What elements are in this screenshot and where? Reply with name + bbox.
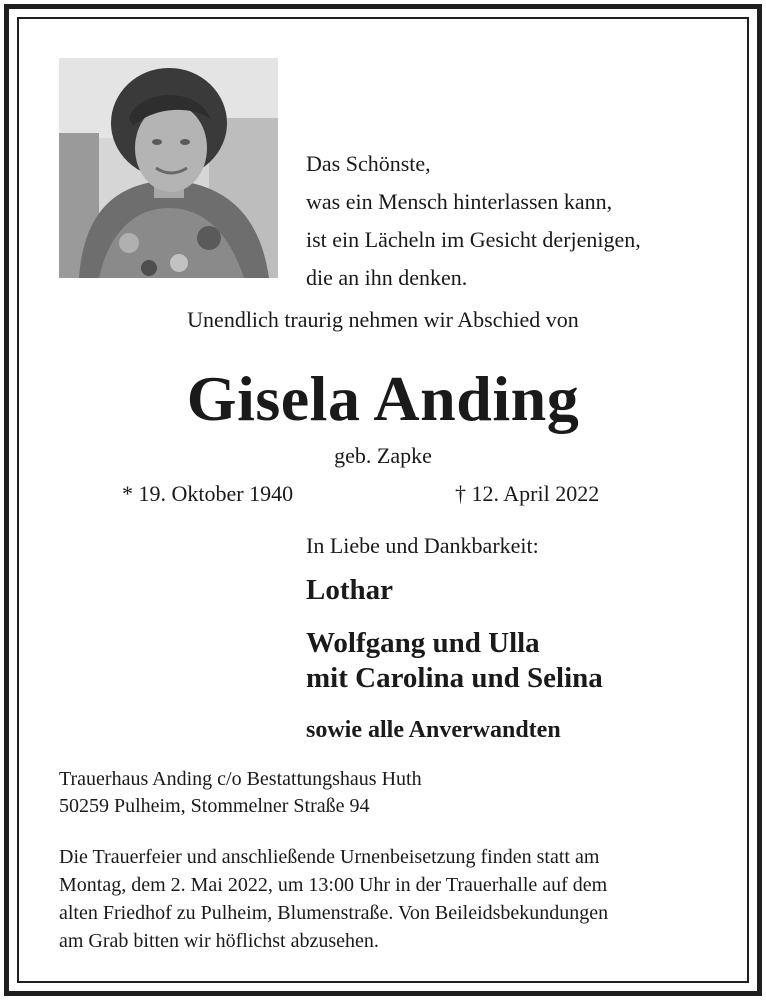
mourner-name: sowie alle Anverwandten	[306, 717, 561, 743]
birth-date: * 19. Oktober 1940	[122, 481, 294, 506]
deceased-name: Gisela Anding	[186, 363, 580, 434]
funeral-notice	[59, 843, 608, 955]
address-line: 50259 Pulheim, Stommelner Straße 94	[59, 795, 370, 817]
mourning-house-address	[59, 766, 422, 820]
address-line: Trauerhaus Anding c/o Bestattungshaus Huth	[59, 768, 422, 790]
poem-quote	[306, 145, 641, 297]
funeral-line: alten Friedhof zu Pulheim, Blumenstraße. Von Beileidsbekundungen	[59, 902, 609, 924]
poem-line: Das Schönste,	[306, 151, 431, 176]
mourners-intro: In Liebe und Dankbarkeit:	[306, 533, 539, 558]
portrait-photo	[59, 58, 278, 278]
farewell-intro: Unendlich traurig nehmen wir Abschied von	[187, 307, 579, 332]
funeral-line: Montag, dem 2. Mai 2022, um 13:00 Uhr in der Trauerhalle auf dem	[59, 874, 608, 896]
death-date: † 12. April 2022	[455, 481, 600, 506]
poem-line: was ein Mensch hinterlassen kann,	[306, 189, 613, 214]
maiden-name: geb. Zapke	[334, 443, 432, 468]
mourner-name: Wolfgang und Ulla	[306, 627, 540, 659]
funeral-line: am Grab bitten wir höflichst abzusehen.	[59, 930, 379, 952]
poem-line: die an ihn denken.	[306, 265, 468, 290]
mourner-name: mit Carolina und Selina	[306, 662, 603, 694]
poem-line: ist ein Lächeln im Gesicht derjenigen,	[306, 227, 641, 252]
mourner-name: Lothar	[306, 574, 393, 606]
funeral-line: Die Trauerfeier und anschließende Urnenbeisetzung finden statt am	[59, 846, 600, 868]
